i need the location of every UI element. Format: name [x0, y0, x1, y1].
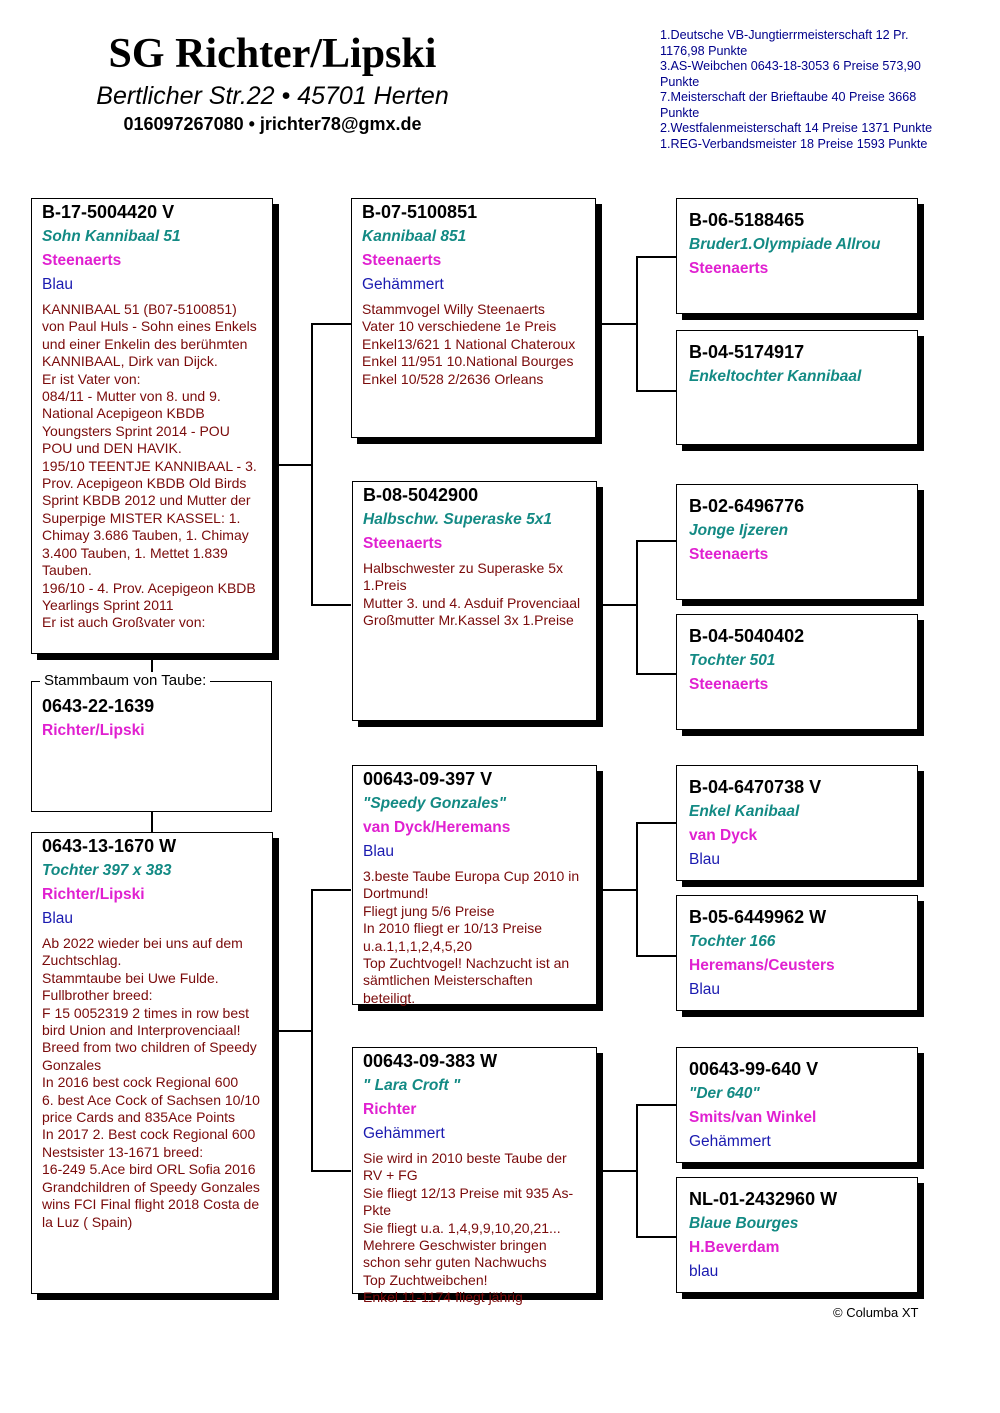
feather-color: Blau	[42, 276, 74, 293]
pigeon-name: "Speedy Gonzales"	[363, 795, 507, 812]
connector-line	[151, 812, 153, 832]
subject-card[interactable]	[31, 681, 272, 812]
ring-number: B-04-5174917	[689, 342, 805, 362]
connector-line	[311, 323, 313, 605]
mother-father-card[interactable]	[352, 765, 597, 1005]
breeder: Heremans/Ceusters	[689, 957, 835, 974]
feather-color: Blau	[42, 910, 74, 927]
connector-line	[597, 323, 637, 325]
fmm-card[interactable]	[676, 614, 918, 730]
feather-color: blau	[689, 1263, 719, 1280]
connector-line	[636, 822, 676, 824]
pigeon-notes: KANNIBAAL 51 (B07-5100851) von Paul Huls - Sohn eines Enkels und einer Enkelin des berühmten KANNIBAAL, Dirk van Dijck. Er ist Vater von: 084/11 - Mutter von 8. und 9. National Acepigeon KBDB Youngsters Sprint 2014 - POU POU und DEN HAVIK. 195/10 TEENTJE KANNIBAAL - 3. Prov. Acepigeon KBDB Old Birds Sprint KBDB 2012 und Mutter der Superpige MISTER KASSEL: 1. Chimay 3.686 Tauben, 1. Chimay 3.400 Tauben, 1. Mettet 1.839 Tauben. 196/10 - 4. Prov. Acepigeon KBDB Yearlings Sprint 2011 Er ist auch Großvater von:	[42, 301, 257, 631]
pigeon-name: Tochter 397 x 383	[42, 862, 172, 879]
pigeon-name: Jonge Ijzeren	[689, 522, 789, 539]
ring-number: B-17-5004420 V	[42, 202, 175, 222]
connector-line	[311, 323, 351, 325]
achievement-item: 2.Westfalenmeisterschaft 14 Preise 1371 Punkte	[660, 121, 933, 135]
connector-line	[636, 955, 676, 957]
breeder-contact: 016097267080 • jrichter78@gmx.de	[123, 114, 422, 134]
breeder: Steenaerts	[689, 260, 769, 277]
breeder: Steenaerts	[689, 546, 769, 563]
pigeon-name: Sohn Kannibaal 51	[42, 228, 181, 245]
breeder: Richter/Lipski	[42, 886, 145, 903]
copyright-text: © Columba XT	[833, 1305, 919, 1320]
mmf-card[interactable]	[676, 1047, 918, 1163]
ring-number: 00643-09-383 W	[363, 1051, 498, 1071]
feather-color: Gehämmert	[689, 1133, 771, 1150]
achievements-list	[660, 28, 935, 152]
achievement-item: 1.Deutsche VB-Jungtierrmeisterschaft 12 Pr. 1176,98 Punkte	[660, 28, 909, 58]
pigeon-name: Kannibaal 851	[362, 228, 467, 245]
connector-line	[636, 390, 676, 392]
ring-number: 0643-13-1670 W	[42, 836, 177, 856]
subject-label: Stammbaum von Taube:	[40, 672, 210, 689]
pigeon-name: Enkeltochter Kannibaal	[689, 368, 862, 385]
feather-color: Blau	[363, 843, 395, 860]
ffm-card[interactable]	[676, 330, 918, 445]
fmf-card[interactable]	[676, 484, 918, 600]
achievement-item: 1.REG-Verbandsmeister 18 Preise 1593 Punkte	[660, 136, 928, 151]
mother-card[interactable]	[31, 832, 273, 1294]
mfm-card[interactable]	[676, 895, 918, 1011]
fff-card[interactable]	[676, 198, 918, 314]
pigeon-name: "Der 640"	[689, 1085, 760, 1102]
breeder: van Dyck	[689, 827, 758, 844]
pigeon-notes: Sie wird in 2010 beste Taube der RV + FG Sie fliegt 12/13 Preise mit 935 As-Pkte Sie fliegt u.a. 1,4,9,9,10,20,21... Mehrere Geschwister bringen schon sehr guten Nachwuchs Top Zuchtweibchen! Enkel 11-1174 fliegt jährig	[363, 1150, 574, 1306]
ring-number: B-05-6449962 W	[689, 907, 827, 927]
ring-number: 0643-22-1639	[42, 696, 155, 716]
breeder: Steenaerts	[363, 535, 443, 552]
connector-line	[636, 1104, 676, 1106]
connector-line	[636, 540, 638, 674]
ring-number: B-08-5042900	[363, 485, 479, 505]
pigeon-notes: Halbschwester zu Superaske 5x 1.Preis Mutter 3. und 4. Asduif Provenciaal Großmutter Mr.Kassel 3x 1.Preise	[363, 560, 581, 629]
pigeon-name: Enkel Kanibaal	[689, 803, 800, 820]
ring-number: 00643-09-397 V	[363, 769, 493, 789]
pigeon-name: Halbschw. Superaske 5x1	[363, 511, 552, 528]
breeder: Steenaerts	[689, 676, 769, 693]
breeder: Smits/van Winkel	[689, 1109, 817, 1126]
breeder-address: Bertlicher Str.22 • 45701 Herten	[96, 82, 449, 110]
connector-line	[311, 889, 313, 1171]
connector-line	[597, 1170, 637, 1172]
breeder: Steenaerts	[362, 252, 442, 269]
pigeon-name: Bruder1.Olympiade Allrou	[689, 236, 881, 253]
ring-number: B-02-6496776	[689, 496, 805, 516]
connector-line	[272, 464, 312, 466]
ring-number: B-04-5040402	[689, 626, 805, 646]
connector-line	[636, 1236, 676, 1238]
connector-line	[311, 604, 351, 606]
feather-color: Gehämmert	[363, 1125, 445, 1142]
ring-number: B-06-5188465	[689, 210, 805, 230]
feather-color: Blau	[689, 981, 721, 998]
connector-line	[151, 654, 153, 672]
feather-color: Blau	[689, 851, 721, 868]
connector-line	[311, 1170, 351, 1172]
ring-number: NL-01-2432960 W	[689, 1189, 838, 1209]
mff-card[interactable]	[676, 765, 918, 881]
pigeon-notes: 3.beste Taube Europa Cup 2010 in Dortmund! Fliegt jung 5/6 Preise In 2010 fliegt er 10/13 Preise u.a.1,1,1,2,4,5,20 Top Zuchtvogel! Nachzucht ist an sämtlichen Meisterschaften beteiligt.	[363, 868, 580, 1006]
connector-line	[636, 1104, 638, 1237]
breeder: Richter/Lipski	[42, 722, 145, 739]
connector-line	[636, 256, 638, 391]
pigeon-name: Blaue Bourges	[689, 1215, 799, 1232]
pigeon-name: " Lara Croft "	[363, 1077, 461, 1094]
breeder: Steenaerts	[42, 252, 122, 269]
ring-number: B-07-5100851	[362, 202, 478, 222]
pigeon-name: Tochter 501	[689, 652, 776, 669]
pigeon-notes: Stammvogel Willy Steenaerts Vater 10 verschiedene 1e Preis Enkel13/621 1 National Chateroux Enkel 11/951 10.National Bourges Enkel 10/528 2/2636 Orleans	[362, 301, 576, 387]
father-father-card[interactable]	[351, 198, 596, 438]
connector-line	[636, 673, 676, 675]
mmm-card[interactable]	[676, 1177, 918, 1293]
breeder-name: SG Richter/Lipski	[108, 31, 437, 77]
pigeon-name: Tochter 166	[689, 933, 776, 950]
breeder: Richter	[363, 1101, 417, 1118]
ring-number: B-04-6470738 V	[689, 777, 822, 797]
mother-mother-card[interactable]	[352, 1047, 597, 1306]
connector-line	[636, 256, 676, 258]
father-mother-card[interactable]	[352, 481, 597, 721]
pigeon-notes: Ab 2022 wieder bei uns auf dem Zuchtschlag. Stammtaube bei Uwe Fulde. Fullbrother breed: F 15 0052319 2 times in row best bird Union and Interprovenciaal! Breed from two children of Speedy Gonzales In 2016 best cock Regional 600 6. best Ace Cock of Sachsen 10/10 price Cards and 835Ace Points In 2017 2. Best cock Regional 600 Nestsister 13-1671 breed: 16-249 5.Ace bird ORL Sofia 2016 Grandchildren of Speedy Gonzales wins FCI Final flight 2018 Costa de la Luz ( Spain)	[42, 935, 260, 1230]
connector-line	[597, 604, 637, 606]
achievement-item: 3.AS-Weibchen 0643-18-3053 6 Preise 573,90 Punkte	[660, 59, 921, 89]
connector-line	[272, 1030, 312, 1032]
achievement-item: 7.Meisterschaft der Brieftaube 40 Preise 3668 Punkte	[660, 90, 917, 120]
breeder: H.Beverdam	[689, 1239, 780, 1256]
connector-line	[636, 540, 676, 542]
connector-line	[311, 889, 351, 891]
father-card[interactable]	[31, 198, 273, 654]
ring-number: 00643-99-640 V	[689, 1059, 819, 1079]
connector-line	[597, 889, 637, 891]
breeder: van Dyck/Heremans	[363, 819, 511, 836]
feather-color: Gehämmert	[362, 276, 444, 293]
connector-line	[636, 822, 638, 956]
